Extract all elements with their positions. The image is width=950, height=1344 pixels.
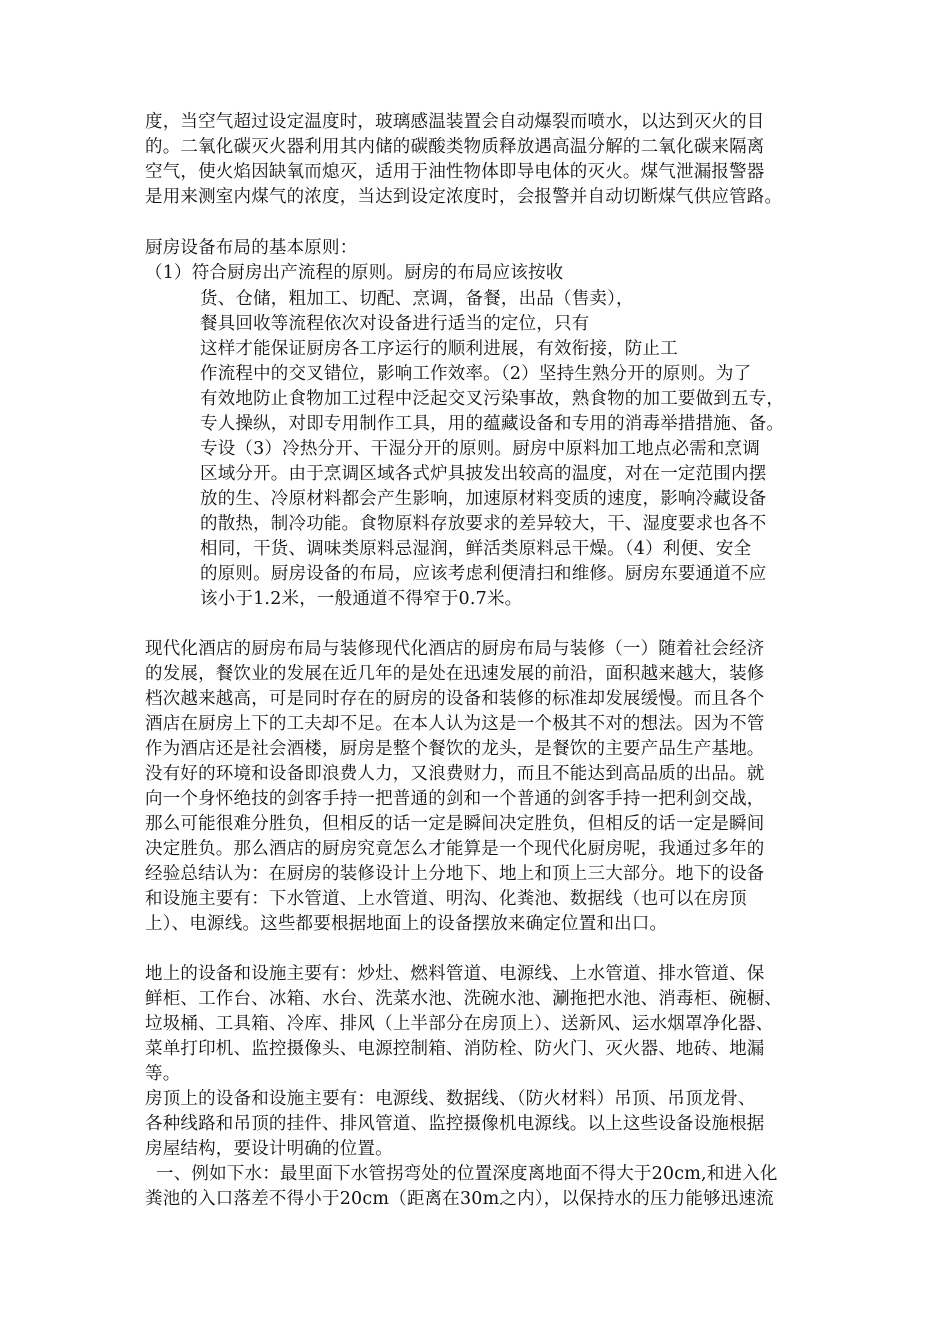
list-item-line: 作流程中的交叉错位，影响工作效率。（2）坚持生熟分开的原则。为了 bbox=[200, 364, 752, 384]
text-line: 一、例如下水：最里面下水管拐弯处的位置深度离地面不得大于20cm,和进入化 bbox=[156, 1164, 778, 1184]
text-line: 档次越来越高，可是同时存在的厨房的设备和装修的标准却发展缓慢。而且各个 bbox=[145, 689, 765, 709]
list-item-line: 货、仓储，粗加工、切配、烹调，备餐，出品（售卖）， bbox=[200, 289, 634, 309]
text-line: 垃圾桶、工具箱、冷库、排风（上半部分在房顶上）、送新风、运水烟罩净化器、 bbox=[145, 1014, 774, 1034]
list-item-line: 有效地防止食物加工过程中泛起交叉污染事故，熟食物的加工要做到五专， bbox=[200, 389, 785, 409]
text-line: 地上的设备和设施主要有：炒灶、燃料管道、电源线、上水管道、排水管道、保 bbox=[145, 964, 765, 984]
text-line: 空气，使火焰因缺氧而熄灭，适用于油性物体即导电体的灭火。煤气泄漏报警器 bbox=[145, 162, 765, 182]
text-line: 那么可能很难分胜负，但相反的话一定是瞬间决定胜负，但相反的话一定是瞬间 bbox=[145, 814, 765, 834]
list-item-line: 的原则。厨房设备的布局，应该考虑利便清扫和维修。厨房东要通道不应 bbox=[200, 564, 767, 584]
text-line: 酒店在厨房上下的工夫却不足。在本人认为这是一个极其不对的想法。因为不管 bbox=[145, 714, 765, 734]
text-line: 等。 bbox=[145, 1064, 181, 1084]
list-item-line: 这样才能保证厨房各工序运行的顺利进展，有效衔接，防止工 bbox=[200, 339, 678, 359]
list-item-line: 区域分开。由于烹调区域各式炉具披发出较高的温度，对在一定范围内摆 bbox=[200, 464, 767, 484]
text-line: 现代化酒店的厨房布局与装修现代化酒店的厨房布局与装修（一）随着社会经济 bbox=[145, 639, 765, 659]
list-item-line: 专人操纵，对即专用制作工具，用的蕴藏设备和专用的消毒举措措施、备。 bbox=[200, 414, 785, 434]
text-line: 菜单打印机、监控摄像头、电源控制箱、消防栓、防火门、灭火器、地砖、地漏 bbox=[145, 1039, 765, 1059]
text-line: 没有好的环境和设备即浪费人力，又浪费财力，而且不能达到高品质的出品。就 bbox=[145, 764, 765, 784]
text-line: 上）、电源线。这些都要根据地面上的设备摆放来确定位置和出口。 bbox=[145, 914, 668, 934]
list-item-line: 餐具回收等流程依次对设备进行适当的定位，只有 bbox=[200, 314, 590, 334]
list-item-line: 该小于1.2米，一般通道不得窄于0.7米。 bbox=[200, 589, 523, 609]
text-line: 鲜柜、工作台、冰箱、水台、洗菜水池、洗碗水池、涮拖把水池、消毒柜、碗橱、 bbox=[145, 989, 783, 1009]
list-item-line: 的散热，制冷功能。食物原料存放要求的差异较大，干、湿度要求也各不 bbox=[200, 514, 767, 534]
text-line: 各种线路和吊顶的挂件、排风管道、监控摄像机电源线。以上这些设备设施根据 bbox=[145, 1114, 765, 1134]
list-item-line: 相同，干货、调味类原料忌湿润，鲜活类原料忌干燥。（4）利便、安全 bbox=[200, 539, 752, 559]
text-line: 和设施主要有：下水管道、上水管道、明沟、化粪池、数据线（也可以在房顶 bbox=[145, 889, 747, 909]
text-line: 经验总结认为：在厨房的装修设计上分地下、地上和顶上三大部分。地下的设备 bbox=[145, 864, 765, 884]
list-item-line: 放的生、冷原材料都会产生影响，加速原材料变质的速度，影响冷藏设备 bbox=[200, 489, 767, 509]
text-line: 房屋结构，要设计明确的位置。 bbox=[145, 1139, 393, 1159]
list-item-line: 专设（3）冷热分开、干湿分开的原则。厨房中原料加工地点必需和烹调 bbox=[200, 439, 761, 459]
text-line: 向一个身怀绝技的剑客手持一把普通的剑和一个普通的剑客手持一把利剑交战， bbox=[145, 789, 765, 809]
text-line: 是用来测室内煤气的浓度，当达到设定浓度时，会报警并自动切断煤气供应管路。 bbox=[145, 187, 783, 207]
text-line: 决定胜负。那么酒店的厨房究竟怎么才能算是一个现代化厨房呢，我通过多年的 bbox=[145, 839, 765, 859]
text-line: 度，当空气超过设定温度时，玻璃感温装置会自动爆裂而喷水，以达到灭火的目 bbox=[145, 112, 765, 132]
text-line: 的发展，餐饮业的发展在近几年的是处在迅速发展的前沿，面积越来越大，装修 bbox=[145, 664, 765, 684]
text-line: 的。二氧化碳灭火器利用其内储的碳酸类物质释放遇高温分解的二氧化碳来隔离 bbox=[145, 137, 765, 157]
text-line: 粪池的入口落差不得小于20cm（距离在30m之内），以保持水的压力能够迅速流 bbox=[145, 1189, 774, 1209]
list-item-first-line: （1）符合厨房出产流程的原则。厨房的布局应该按收 bbox=[145, 263, 564, 283]
text-line: 房顶上的设备和设施主要有：电源线、数据线、（防火材料）吊顶、吊顶龙骨、 bbox=[145, 1089, 756, 1109]
section-heading: 厨房设备布局的基本原则： bbox=[145, 238, 358, 258]
text-line: 作为酒店还是社会酒楼，厨房是整个餐饮的龙头，是餐饮的主要产品生产基地。 bbox=[145, 739, 765, 759]
